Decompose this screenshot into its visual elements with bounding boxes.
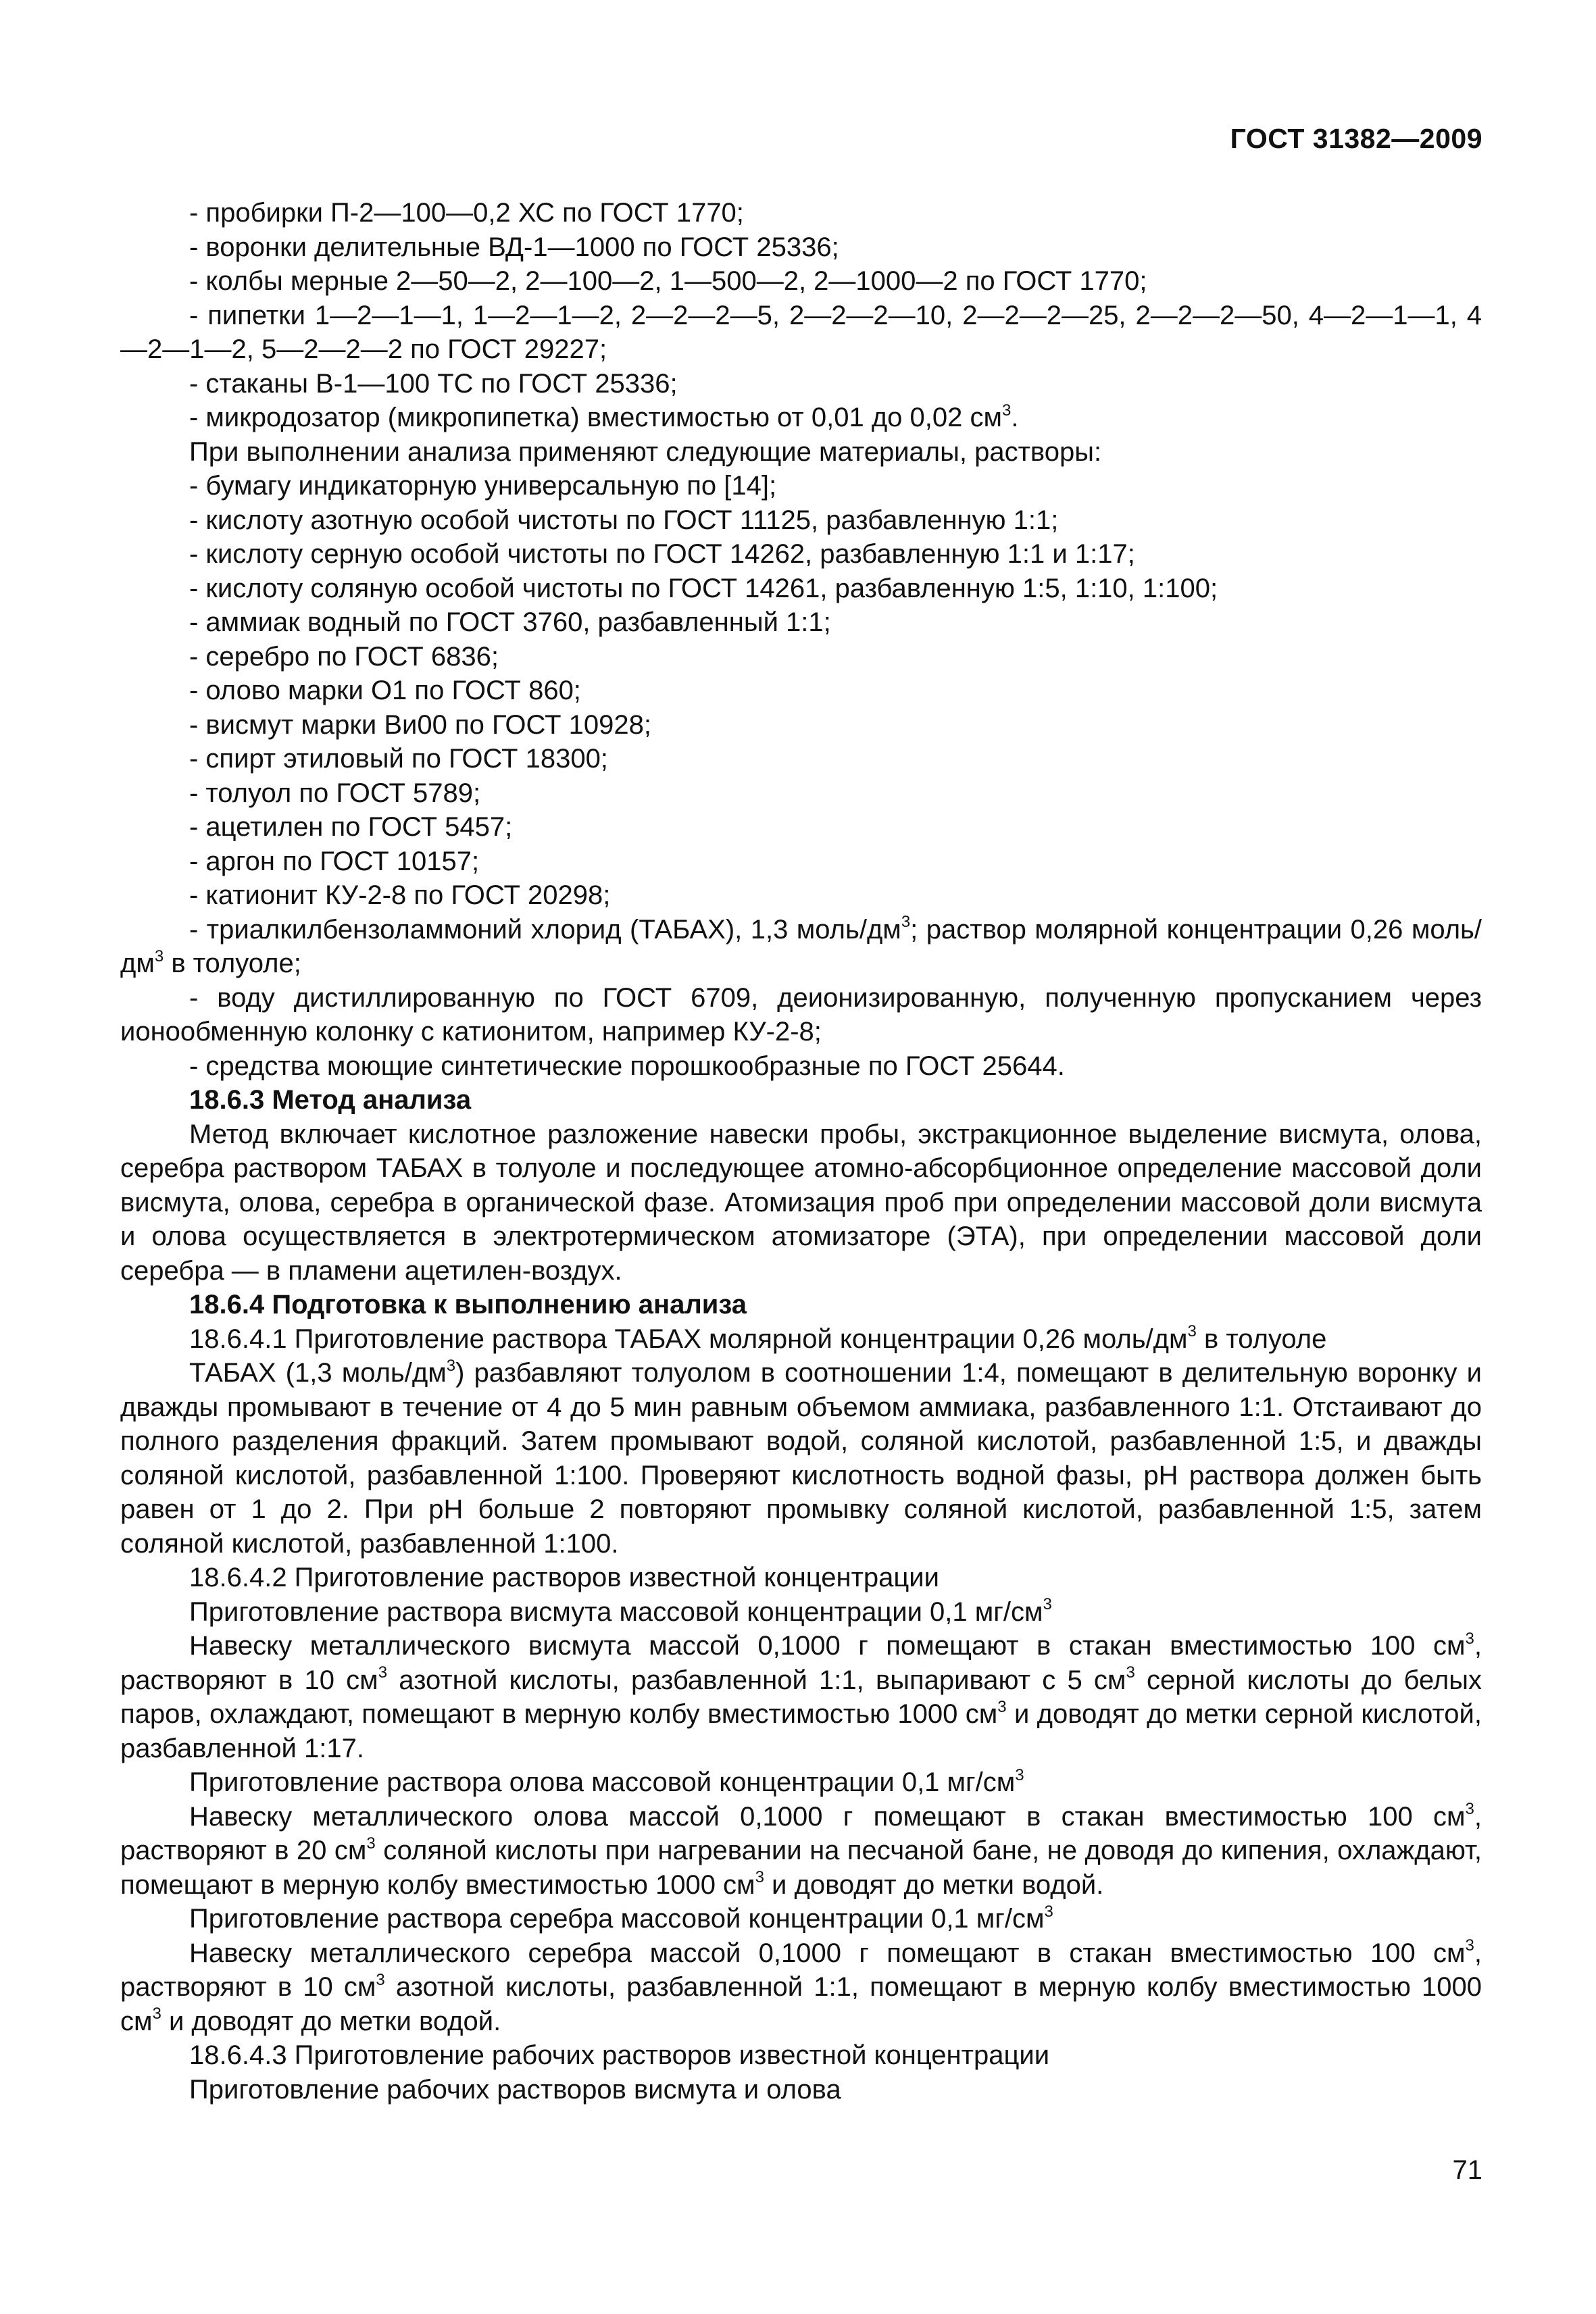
paragraph: Приготовление раствора серебра массовой концентрации 0,1 $мг/см^3$ [189,1902,1053,1934]
paragraph: - микродозатор (микропипетка) вместимостью от 0,01 до 0,02 $см^3$. [189,401,1019,432]
paragraph: Приготовление раствора висмута массовой концентрации 0,1 $мг/см^3$ [189,1595,1052,1627]
paragraph: Метод включает кислотное разложение навески пробы, экстракционное выделение висмута, олова, серебра раствором ТАБАХ в толуоле и последующее атомно-абсорбционное определение массовой доли висмута, олова, серебра в органической фазе. Атомизация проб при определении массовой доли висмута и олова осуществляется в электротермическом атомизаторе (ЭТА), при определении массовой доли серебра — в пламени ацетилен-воздух. [120,1119,1482,1286]
paragraph: - катионит КУ-2-8 по ГОСТ 20298; [189,880,611,910]
paragraph: - аргон по ГОСТ 10157; [189,846,480,876]
paragraph: - кислоту азотную особой чистоты по ГОСТ 11125, разбавленную 1:1; [189,505,1059,535]
paragraph: - аммиак водный по ГОСТ 3760, разбавленный 1:1; [189,607,831,637]
section-heading: 18.6.3 Метод анализа [189,1085,472,1115]
page-number: 71 [1452,2155,1482,2185]
paragraph: - кислоту серную особой чистоты по ГОСТ 14262, разбавленную 1:1 и 1:17; [189,539,1135,569]
document-body [120,196,1482,2107]
paragraph: - серебро по ГОСТ 6836; [189,641,499,672]
document-header: ГОСТ 31382—2009 [1230,123,1482,154]
paragraph: - толуол по ГОСТ 5789; [189,778,481,808]
paragraph: - триалкилбензоламмоний хлорид (ТАБАХ), 1,3 моль/$дм^3$; раствор молярной концентрации 0,26 моль/$дм^3$ в толуоле; [120,913,1482,978]
paragraph: - висмут марки Ви00 по ГОСТ 10928; [189,709,651,740]
paragraph: Навеску металлического олова массой 0,1000 г помещают в стакан вместимостью 100 $см^3$, растворяют в 20 $см^3$ соляной кислоты при нагревании на песчаной бане, не доводя до кипения, охлаждают, помещают в мерную колбу вместимостью 1000 $см^3$ и доводят до метки водой. [120,1800,1482,1900]
paragraph: - стаканы В-1—100 ТС по ГОСТ 25336; [189,368,678,399]
paragraph: - воронки делительные ВД-1—1000 по ГОСТ 25336; [189,232,839,262]
section-heading: 18.6.4 Подготовка к выполнению анализа [189,1290,747,1319]
paragraph: Приготовление раствора олова массовой концентрации 0,1 $мг/см^3$ [189,1765,1024,1797]
paragraph: - спирт этиловый по ГОСТ 18300; [189,744,608,774]
paragraph: - воду дистиллированную по ГОСТ 6709, деионизированную, полученную пропусканием через ионообменную колонку с катионитом, например КУ-2-8; [120,982,1482,1047]
paragraph: Навеску металлического висмута массой 0,1000 г помещают в стакан вместимостью 100 $см^3$, растворяют в 10 $см^3$ азотной кислоты, разбавленной 1:1, выпаривают с 5 $см^3$ серной кислоты до белых паров, охлаждают, помещают в мерную колбу вместимостью 1000 $см^3$ и доводят до метки серной кислотой, разбавленной 1:17. [120,1629,1482,1763]
paragraph: Приготовление рабочих растворов висмута и олова [189,2074,841,2105]
paragraph: - колбы мерные 2—50—2, 2—100—2, 1—500—2, 2—1000—2 по ГОСТ 1770; [189,266,1147,296]
paragraph: - средства моющие синтетические порошкообразные по ГОСТ 25644. [189,1051,1065,1081]
paragraph: - бумагу индикаторную универсальную по [14]; [189,471,777,501]
paragraph: Навеску металлического серебра массой 0,1000 г помещают в стакан вместимостью 100 $см^3$, растворяют в 10 $см^3$ азотной кислоты, разбавленной 1:1, помещают в мерную колбу вместимостью 1000 $см^3$ и доводят до метки водой. [120,1936,1482,2036]
paragraph: - кислоту соляную особой чистоты по ГОСТ 14261, разбавленную 1:5, 1:10, 1:100; [189,573,1218,603]
paragraph: ТАБАХ (1,3 моль/$дм^3$) разбавляют толуолом в соотношении 1:4, помещают в делительную воронку и дважды промывают в течение от 4 до 5 мин равным объемом аммиака, разбавленного 1:1. Отстаивают до полного разделения фракций. Затем промывают водой, соляной кислотой, разбавленной 1:5, и дважды соляной кислотой, разбавленной 1:100. Проверяют кислотность водной фазы, pH раствора должен быть равен от 1 до 2. При pH больше 2 повторяют промывку соляной кислотой, разбавленной 1:5, затем соляной кислотой, разбавленной 1:100. [120,1356,1482,1559]
paragraph: При выполнении анализа применяют следующие материалы, растворы: [189,436,1102,467]
paragraph: - пипетки 1—2—1—1, 1—2—1—2, 2—2—2—5, 2—2—2—10, 2—2—2—25, 2—2—2—50, 4—2—1—1, 4—2—1—2, 5—2—2—2 по ГОСТ 29227; [120,300,1482,364]
paragraph: 18.6.4.1 Приготовление раствора ТАБАХ молярной концентрации 0,26 моль/$дм^3$ в толуоле [189,1322,1327,1354]
paragraph: 18.6.4.3 Приготовление рабочих растворов известной концентрации [189,2040,1050,2070]
paragraph: - пробирки П-2—100—0,2 ХС по ГОСТ 1770; [189,198,744,228]
paragraph: - олово марки О1 по ГОСТ 860; [189,676,581,705]
paragraph: - ацетилен по ГОСТ 5457; [189,812,513,842]
paragraph: 18.6.4.2 Приготовление растворов известной концентрации [189,1563,939,1592]
